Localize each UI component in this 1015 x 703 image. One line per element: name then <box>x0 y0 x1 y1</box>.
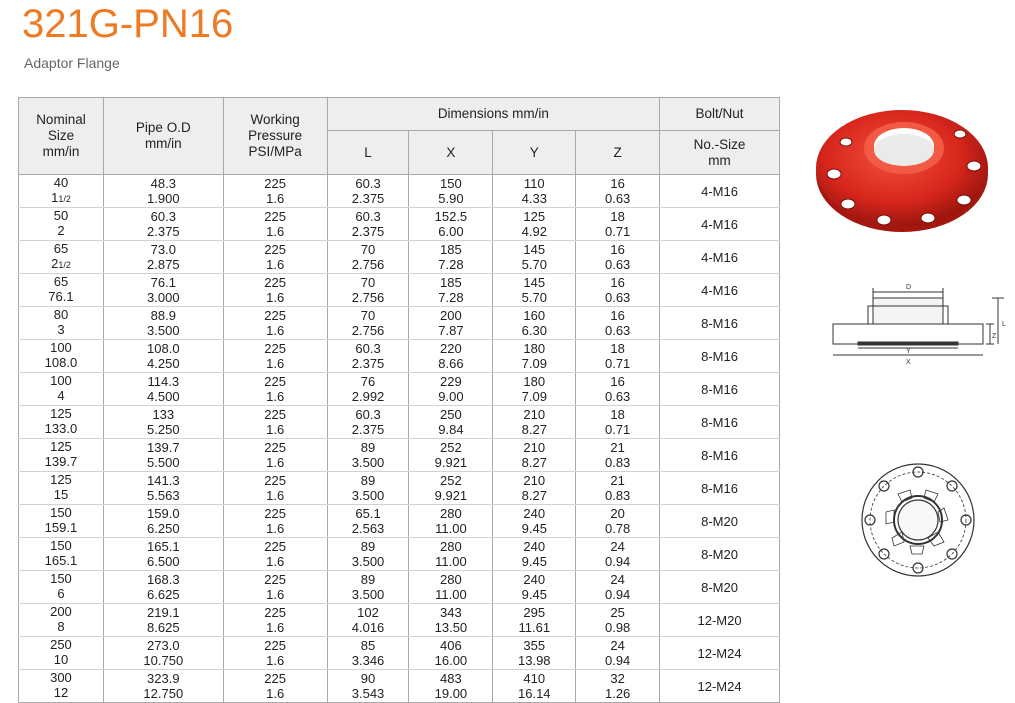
table-row <box>19 208 780 241</box>
cell-nominal: 150 159.1 <box>19 505 104 538</box>
cell-dim-z: 18 0.71 <box>576 406 660 439</box>
cell-pipe-od: 159.0 6.250 <box>103 505 223 538</box>
cell-nominal: 200 8 <box>19 604 104 637</box>
cell-bolt-size: 8-M16 <box>660 340 780 373</box>
cell-pipe-od: 48.3 1.900 <box>103 175 223 208</box>
cell-dim-x: 152.5 6.00 <box>409 208 493 241</box>
cell-nominal: 50 2 <box>19 208 104 241</box>
cell-dim-y: 160 6.30 <box>493 307 576 340</box>
cell-dim-z: 18 0.71 <box>576 208 660 241</box>
cell-dim-y: 240 9.45 <box>493 505 576 538</box>
cell-dim-l: 76 2.992 <box>327 373 409 406</box>
table-row <box>19 406 780 439</box>
cell-pressure: 225 1.6 <box>223 670 327 703</box>
cell-dim-x: 280 11.00 <box>409 571 493 604</box>
spec-table <box>18 97 780 703</box>
table-row <box>19 439 780 472</box>
cell-bolt-size: 8-M20 <box>660 538 780 571</box>
header-y: Y <box>493 131 576 175</box>
cell-dim-y: 180 7.09 <box>493 373 576 406</box>
cell-nominal: 125 139.7 <box>19 439 104 472</box>
cell-nominal: 150 6 <box>19 571 104 604</box>
cell-dim-x: 252 9.921 <box>409 472 493 505</box>
cell-pressure: 225 1.6 <box>223 406 327 439</box>
header-dimensions: Dimensions mm/in <box>327 98 659 131</box>
cell-nominal: 65 76.1 <box>19 274 104 307</box>
side-view-drawing <box>828 280 1015 380</box>
cell-dim-l: 70 2.756 <box>327 307 409 340</box>
cell-nominal: 100 4 <box>19 373 104 406</box>
dim-label-d: D <box>906 284 912 291</box>
cell-pipe-od: 165.1 6.500 <box>103 538 223 571</box>
cell-dim-l: 60.3 2.375 <box>327 406 409 439</box>
cell-pressure: 225 1.6 <box>223 175 327 208</box>
table-row <box>19 175 780 208</box>
cell-nominal: 150 165.1 <box>19 538 104 571</box>
cell-nominal: 40 11/2 <box>19 175 104 208</box>
table-row <box>19 373 780 406</box>
cell-dim-x: 280 11.00 <box>409 505 493 538</box>
cell-dim-l: 60.3 2.375 <box>327 175 409 208</box>
header-l: L <box>327 131 409 175</box>
table-row <box>19 538 780 571</box>
cell-nominal: 250 10 <box>19 637 104 670</box>
cell-dim-y: 355 13.98 <box>493 637 576 670</box>
cell-dim-l: 65.1 2.563 <box>327 505 409 538</box>
cell-nominal: 125 15 <box>19 472 104 505</box>
cell-dim-l: 85 3.346 <box>327 637 409 670</box>
cell-pipe-od: 60.3 2.375 <box>103 208 223 241</box>
cell-pressure: 225 1.6 <box>223 472 327 505</box>
cell-bolt-size: 4-M16 <box>660 274 780 307</box>
cell-pipe-od: 219.1 8.625 <box>103 604 223 637</box>
dim-label-z: Z <box>992 333 997 340</box>
cell-dim-z: 24 0.94 <box>576 637 660 670</box>
cell-pressure: 225 1.6 <box>223 505 327 538</box>
table-row <box>19 274 780 307</box>
spec-table-body <box>19 175 780 703</box>
cell-dim-y: 240 9.45 <box>493 571 576 604</box>
cell-dim-y: 210 8.27 <box>493 406 576 439</box>
cell-pipe-od: 323.9 12.750 <box>103 670 223 703</box>
cell-dim-x: 229 9.00 <box>409 373 493 406</box>
cell-pressure: 225 1.6 <box>223 241 327 274</box>
cell-dim-z: 24 0.94 <box>576 538 660 571</box>
cell-pressure: 225 1.6 <box>223 208 327 241</box>
cell-bolt-size: 12-M20 <box>660 604 780 637</box>
table-row <box>19 670 780 703</box>
cell-pressure: 225 1.6 <box>223 604 327 637</box>
cell-pipe-od: 76.1 3.000 <box>103 274 223 307</box>
cell-dim-l: 90 3.543 <box>327 670 409 703</box>
cell-dim-z: 21 0.83 <box>576 439 660 472</box>
page-title: 321G-PN16 <box>22 2 234 46</box>
cell-dim-l: 89 3.500 <box>327 472 409 505</box>
cell-bolt-size: 12-M24 <box>660 637 780 670</box>
cell-dim-x: 280 11.00 <box>409 538 493 571</box>
cell-pressure: 225 1.6 <box>223 274 327 307</box>
header-x: X <box>409 131 493 175</box>
header-working-pressure: Working Pressure PSI/MPa <box>223 98 327 175</box>
cell-dim-x: 250 9.84 <box>409 406 493 439</box>
cell-bolt-size: 8-M16 <box>660 373 780 406</box>
cell-pipe-od: 114.3 4.500 <box>103 373 223 406</box>
cell-dim-z: 25 0.98 <box>576 604 660 637</box>
cell-bolt-size: 12-M24 <box>660 670 780 703</box>
cell-dim-z: 32 1.26 <box>576 670 660 703</box>
product-photo <box>812 100 992 235</box>
cell-dim-z: 24 0.94 <box>576 571 660 604</box>
page-subtitle: Adaptor Flange <box>24 55 120 71</box>
cell-dim-l: 60.3 2.375 <box>327 208 409 241</box>
cell-dim-z: 16 0.63 <box>576 241 660 274</box>
cell-pressure: 225 1.6 <box>223 340 327 373</box>
cell-dim-l: 89 3.500 <box>327 439 409 472</box>
cell-bolt-size: 8-M16 <box>660 307 780 340</box>
table-row <box>19 241 780 274</box>
cell-dim-z: 16 0.63 <box>576 307 660 340</box>
cell-pipe-od: 133 5.250 <box>103 406 223 439</box>
table-row <box>19 571 780 604</box>
cell-bolt-size: 8-M16 <box>660 439 780 472</box>
cell-dim-y: 210 8.27 <box>493 439 576 472</box>
cell-dim-y: 145 5.70 <box>493 241 576 274</box>
cell-dim-z: 18 0.71 <box>576 340 660 373</box>
cell-dim-x: 200 7.87 <box>409 307 493 340</box>
top-view-drawing <box>858 460 978 580</box>
cell-pipe-od: 141.3 5.563 <box>103 472 223 505</box>
cell-dim-x: 220 8.66 <box>409 340 493 373</box>
cell-dim-x: 150 5.90 <box>409 175 493 208</box>
table-row <box>19 637 780 670</box>
cell-dim-l: 70 2.756 <box>327 274 409 307</box>
cell-dim-x: 185 7.28 <box>409 274 493 307</box>
cell-dim-y: 180 7.09 <box>493 340 576 373</box>
cell-nominal: 125 133.0 <box>19 406 104 439</box>
cell-bolt-size: 8-M16 <box>660 472 780 505</box>
cell-dim-l: 70 2.756 <box>327 241 409 274</box>
cell-dim-y: 125 4.92 <box>493 208 576 241</box>
cell-dim-z: 16 0.63 <box>576 274 660 307</box>
cell-dim-l: 89 3.500 <box>327 571 409 604</box>
header-bolt-nut: Bolt/Nut <box>660 98 780 131</box>
cell-dim-l: 89 3.500 <box>327 538 409 571</box>
cell-pressure: 225 1.6 <box>223 439 327 472</box>
cell-nominal: 65 21/2 <box>19 241 104 274</box>
cell-bolt-size: 4-M16 <box>660 175 780 208</box>
cell-bolt-size: 4-M16 <box>660 241 780 274</box>
table-row <box>19 307 780 340</box>
cell-dim-y: 240 9.45 <box>493 538 576 571</box>
cell-dim-z: 16 0.63 <box>576 373 660 406</box>
cell-dim-x: 483 19.00 <box>409 670 493 703</box>
table-row <box>19 472 780 505</box>
cell-pressure: 225 1.6 <box>223 538 327 571</box>
cell-dim-l: 60.3 2.375 <box>327 340 409 373</box>
cell-dim-y: 210 8.27 <box>493 472 576 505</box>
cell-dim-z: 20 0.78 <box>576 505 660 538</box>
cell-nominal: 100 108.0 <box>19 340 104 373</box>
cell-pressure: 225 1.6 <box>223 307 327 340</box>
cell-pipe-od: 73.0 2.875 <box>103 241 223 274</box>
cell-pipe-od: 88.9 3.500 <box>103 307 223 340</box>
table-row <box>19 604 780 637</box>
cell-pressure: 225 1.6 <box>223 373 327 406</box>
cell-pipe-od: 139.7 5.500 <box>103 439 223 472</box>
cell-pipe-od: 168.3 6.625 <box>103 571 223 604</box>
cell-dim-x: 406 16.00 <box>409 637 493 670</box>
dim-label-x: X <box>906 359 911 366</box>
cell-bolt-size: 8-M20 <box>660 571 780 604</box>
table-row <box>19 340 780 373</box>
cell-dim-x: 343 13.50 <box>409 604 493 637</box>
header-pipe-od: Pipe O.D mm/in <box>103 98 223 175</box>
cell-pipe-od: 273.0 10.750 <box>103 637 223 670</box>
cell-dim-z: 21 0.83 <box>576 472 660 505</box>
cell-bolt-size: 8-M16 <box>660 406 780 439</box>
cell-dim-y: 110 4.33 <box>493 175 576 208</box>
cell-dim-x: 185 7.28 <box>409 241 493 274</box>
cell-dim-z: 16 0.63 <box>576 175 660 208</box>
header-nominal-size: Nominal Size mm/in <box>19 98 104 175</box>
cell-nominal: 80 3 <box>19 307 104 340</box>
cell-dim-y: 145 5.70 <box>493 274 576 307</box>
cell-pressure: 225 1.6 <box>223 637 327 670</box>
table-row <box>19 505 780 538</box>
cell-dim-y: 410 16.14 <box>493 670 576 703</box>
cell-bolt-size: 4-M16 <box>660 208 780 241</box>
cell-pipe-od: 108.0 4.250 <box>103 340 223 373</box>
dim-label-l: L <box>1002 321 1006 328</box>
cell-dim-y: 295 11.61 <box>493 604 576 637</box>
cell-pressure: 225 1.6 <box>223 571 327 604</box>
cell-nominal: 300 12 <box>19 670 104 703</box>
dim-label-y: Y <box>906 348 911 355</box>
cell-bolt-size: 8-M20 <box>660 505 780 538</box>
cell-dim-l: 102 4.016 <box>327 604 409 637</box>
cell-dim-x: 252 9.921 <box>409 439 493 472</box>
header-z: Z <box>576 131 660 175</box>
header-bolt-size: No.-Size mm <box>660 131 780 175</box>
